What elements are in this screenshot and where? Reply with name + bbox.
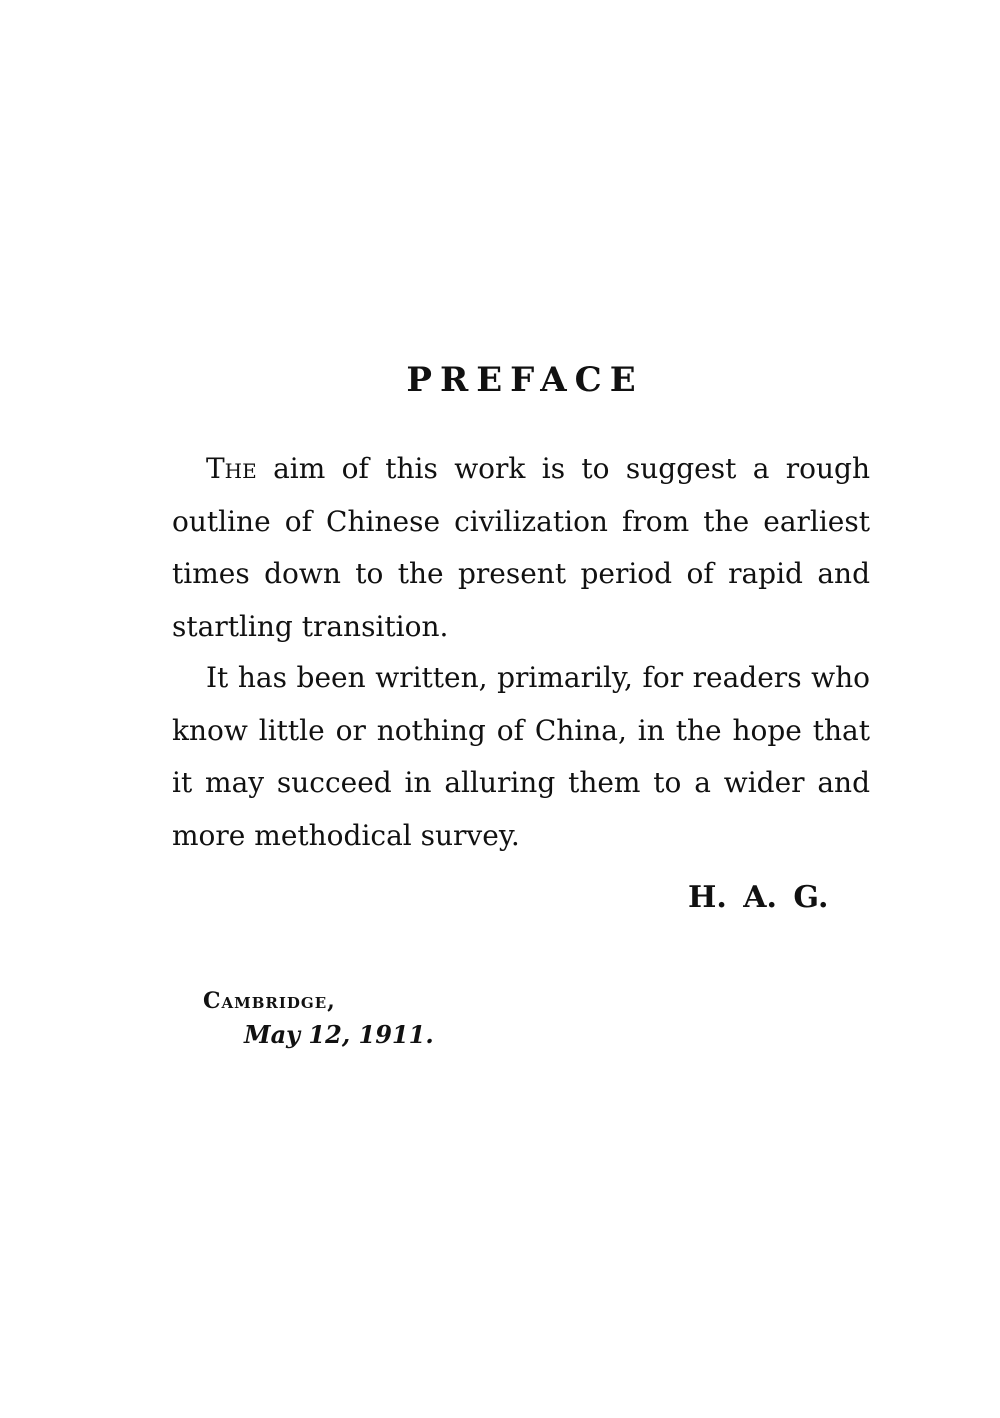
preface-paragraph-1 (172, 443, 870, 653)
date-line: May 12, 1911. (244, 1020, 434, 1049)
paragraph-text: aim of this work is to suggest a rough outline of Chinese civilization from the earliest times down to the present period of rapid and startling transition. (172, 452, 870, 643)
paragraph-text: It has been written, primarily, for readers who know little or nothing of China, in the hope that it may succeed in alluring them to a wider and more methodical survey. (172, 661, 870, 852)
preface-paragraph-2 (172, 652, 870, 862)
place-line: Cambridge, (203, 988, 336, 1014)
author-initials: H. A. G. (688, 880, 829, 915)
page-title: PREFACE (406, 360, 644, 400)
paragraph-lead-word: The (206, 452, 257, 485)
